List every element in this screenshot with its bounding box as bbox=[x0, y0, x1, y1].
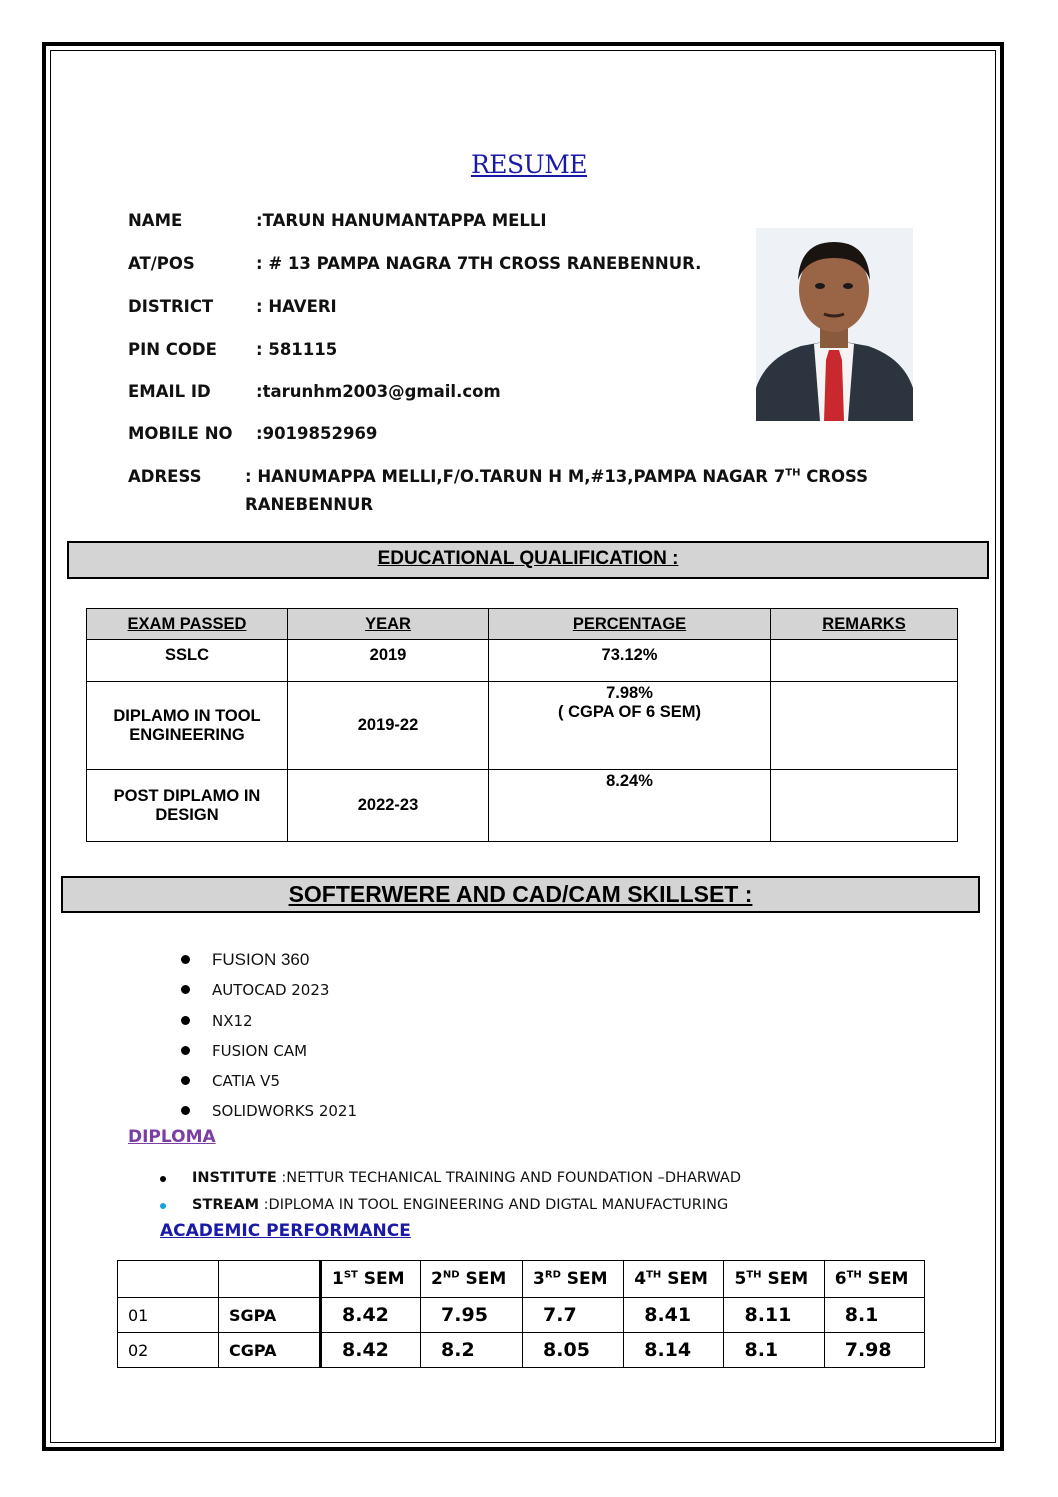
list-item: CATIA V5 bbox=[178, 1067, 357, 1097]
address-line2: RANEBENNUR bbox=[245, 495, 374, 514]
header-cell bbox=[219, 1261, 321, 1298]
profile-photo bbox=[756, 228, 913, 421]
exam-cell: SSLC bbox=[87, 640, 288, 682]
exam-cell: POST DIPLAMO IN DESIGN bbox=[87, 770, 288, 842]
year-cell: 2019-22 bbox=[288, 682, 489, 770]
column-header: EXAM PASSED bbox=[87, 609, 288, 640]
email-value[interactable]: :tarunhm2003@gmail.com bbox=[256, 382, 501, 401]
email-label: EMAIL ID bbox=[128, 382, 211, 401]
academic-table bbox=[117, 1260, 925, 1368]
remarks-cell bbox=[771, 682, 958, 770]
atpos-value: : # 13 PAMPA NAGRA 7TH CROSS RANEBENNUR. bbox=[256, 254, 702, 273]
bullet-icon bbox=[181, 985, 190, 994]
diploma-heading: DIPLOMA bbox=[128, 1127, 216, 1147]
column-header: YEAR bbox=[288, 609, 489, 640]
percentage-cell: 7.98% ( CGPA OF 6 SEM) bbox=[489, 682, 771, 770]
bullet-icon bbox=[181, 1076, 190, 1085]
table-row bbox=[87, 682, 958, 770]
row-kind: SGPA bbox=[219, 1298, 321, 1333]
table-row bbox=[118, 1298, 925, 1333]
bullet-icon bbox=[160, 1176, 166, 1182]
list-item: FUSION CAM bbox=[178, 1037, 357, 1067]
grade-cell: 7.95 bbox=[421, 1298, 523, 1333]
exam-cell: DIPLAMO IN TOOL ENGINEERING bbox=[87, 682, 288, 770]
name-label: NAME bbox=[128, 211, 183, 230]
district-label: DISTRICT bbox=[128, 297, 214, 316]
pin-label: PIN CODE bbox=[128, 340, 217, 359]
address-label: ADRESS bbox=[128, 467, 202, 486]
year-cell: 2022-23 bbox=[288, 770, 489, 842]
semester-header: 4TH SEM bbox=[624, 1261, 724, 1298]
semester-header: 6TH SEM bbox=[824, 1261, 924, 1298]
remarks-cell bbox=[771, 770, 958, 842]
table-header-row bbox=[87, 609, 958, 640]
header-cell bbox=[118, 1261, 219, 1298]
address-line1: : HANUMAPPA MELLI,F/O.TARUN H M,#13,PAMPA NAGAR 7TH CROSS bbox=[245, 467, 869, 486]
district-value: : HAVERI bbox=[256, 297, 337, 316]
resume-title: RESUME bbox=[470, 150, 588, 179]
list-item: SOLIDWORKS 2021 bbox=[178, 1097, 357, 1127]
remarks-cell bbox=[771, 640, 958, 682]
list-item: NX12 bbox=[178, 1007, 357, 1037]
grade-cell: 7.7 bbox=[523, 1298, 624, 1333]
table-header-row bbox=[118, 1261, 925, 1298]
grade-cell: 8.2 bbox=[421, 1333, 523, 1368]
row-kind: CGPA bbox=[219, 1333, 321, 1368]
grade-cell: 8.05 bbox=[523, 1333, 624, 1368]
list-item: FUSION 360 bbox=[178, 946, 357, 976]
education-table bbox=[86, 608, 958, 842]
grade-cell: 8.41 bbox=[624, 1298, 724, 1333]
list-item: AUTOCAD 2023 bbox=[178, 976, 357, 1006]
skills-heading: SOFTERWERE AND CAD/CAM SKILLSET : bbox=[61, 876, 980, 913]
grade-cell: 8.11 bbox=[724, 1298, 824, 1333]
bullet-icon bbox=[181, 955, 190, 964]
grade-cell: 8.42 bbox=[321, 1333, 421, 1368]
bullet-icon bbox=[181, 1106, 190, 1115]
mobile-value: :9019852969 bbox=[256, 424, 378, 443]
atpos-label: AT/POS bbox=[128, 254, 195, 273]
academic-heading: ACADEMIC PERFORMANCE bbox=[160, 1221, 411, 1241]
year-cell: 2019 bbox=[288, 640, 489, 682]
bullet-icon bbox=[181, 1046, 190, 1055]
grade-cell: 7.98 bbox=[824, 1333, 924, 1368]
column-header: PERCENTAGE bbox=[489, 609, 771, 640]
semester-header: 1ST SEM bbox=[321, 1261, 421, 1298]
grade-cell: 8.1 bbox=[824, 1298, 924, 1333]
grade-cell: 8.1 bbox=[724, 1333, 824, 1368]
table-row bbox=[87, 770, 958, 842]
pin-value: : 581115 bbox=[256, 340, 338, 359]
row-index: 02 bbox=[118, 1333, 219, 1368]
column-header: REMARKS bbox=[771, 609, 958, 640]
semester-header: 3RD SEM bbox=[523, 1261, 624, 1298]
grade-cell: 8.42 bbox=[321, 1298, 421, 1333]
skills-list bbox=[178, 946, 357, 1128]
bullet-icon bbox=[181, 1016, 190, 1025]
percentage-cell: 8.24% bbox=[489, 770, 771, 842]
table-row bbox=[87, 640, 958, 682]
bullet-icon bbox=[160, 1203, 166, 1209]
semester-header: 2ND SEM bbox=[421, 1261, 523, 1298]
row-index: 01 bbox=[118, 1298, 219, 1333]
percentage-cell: 73.12% bbox=[489, 640, 771, 682]
semester-header: 5TH SEM bbox=[724, 1261, 824, 1298]
name-value: :TARUN HANUMANTAPPA MELLI bbox=[256, 211, 547, 230]
mobile-label: MOBILE NO bbox=[128, 424, 233, 443]
table-row bbox=[118, 1333, 925, 1368]
grade-cell: 8.14 bbox=[624, 1333, 724, 1368]
education-heading: EDUCATIONAL QUALIFICATION : bbox=[67, 541, 989, 579]
